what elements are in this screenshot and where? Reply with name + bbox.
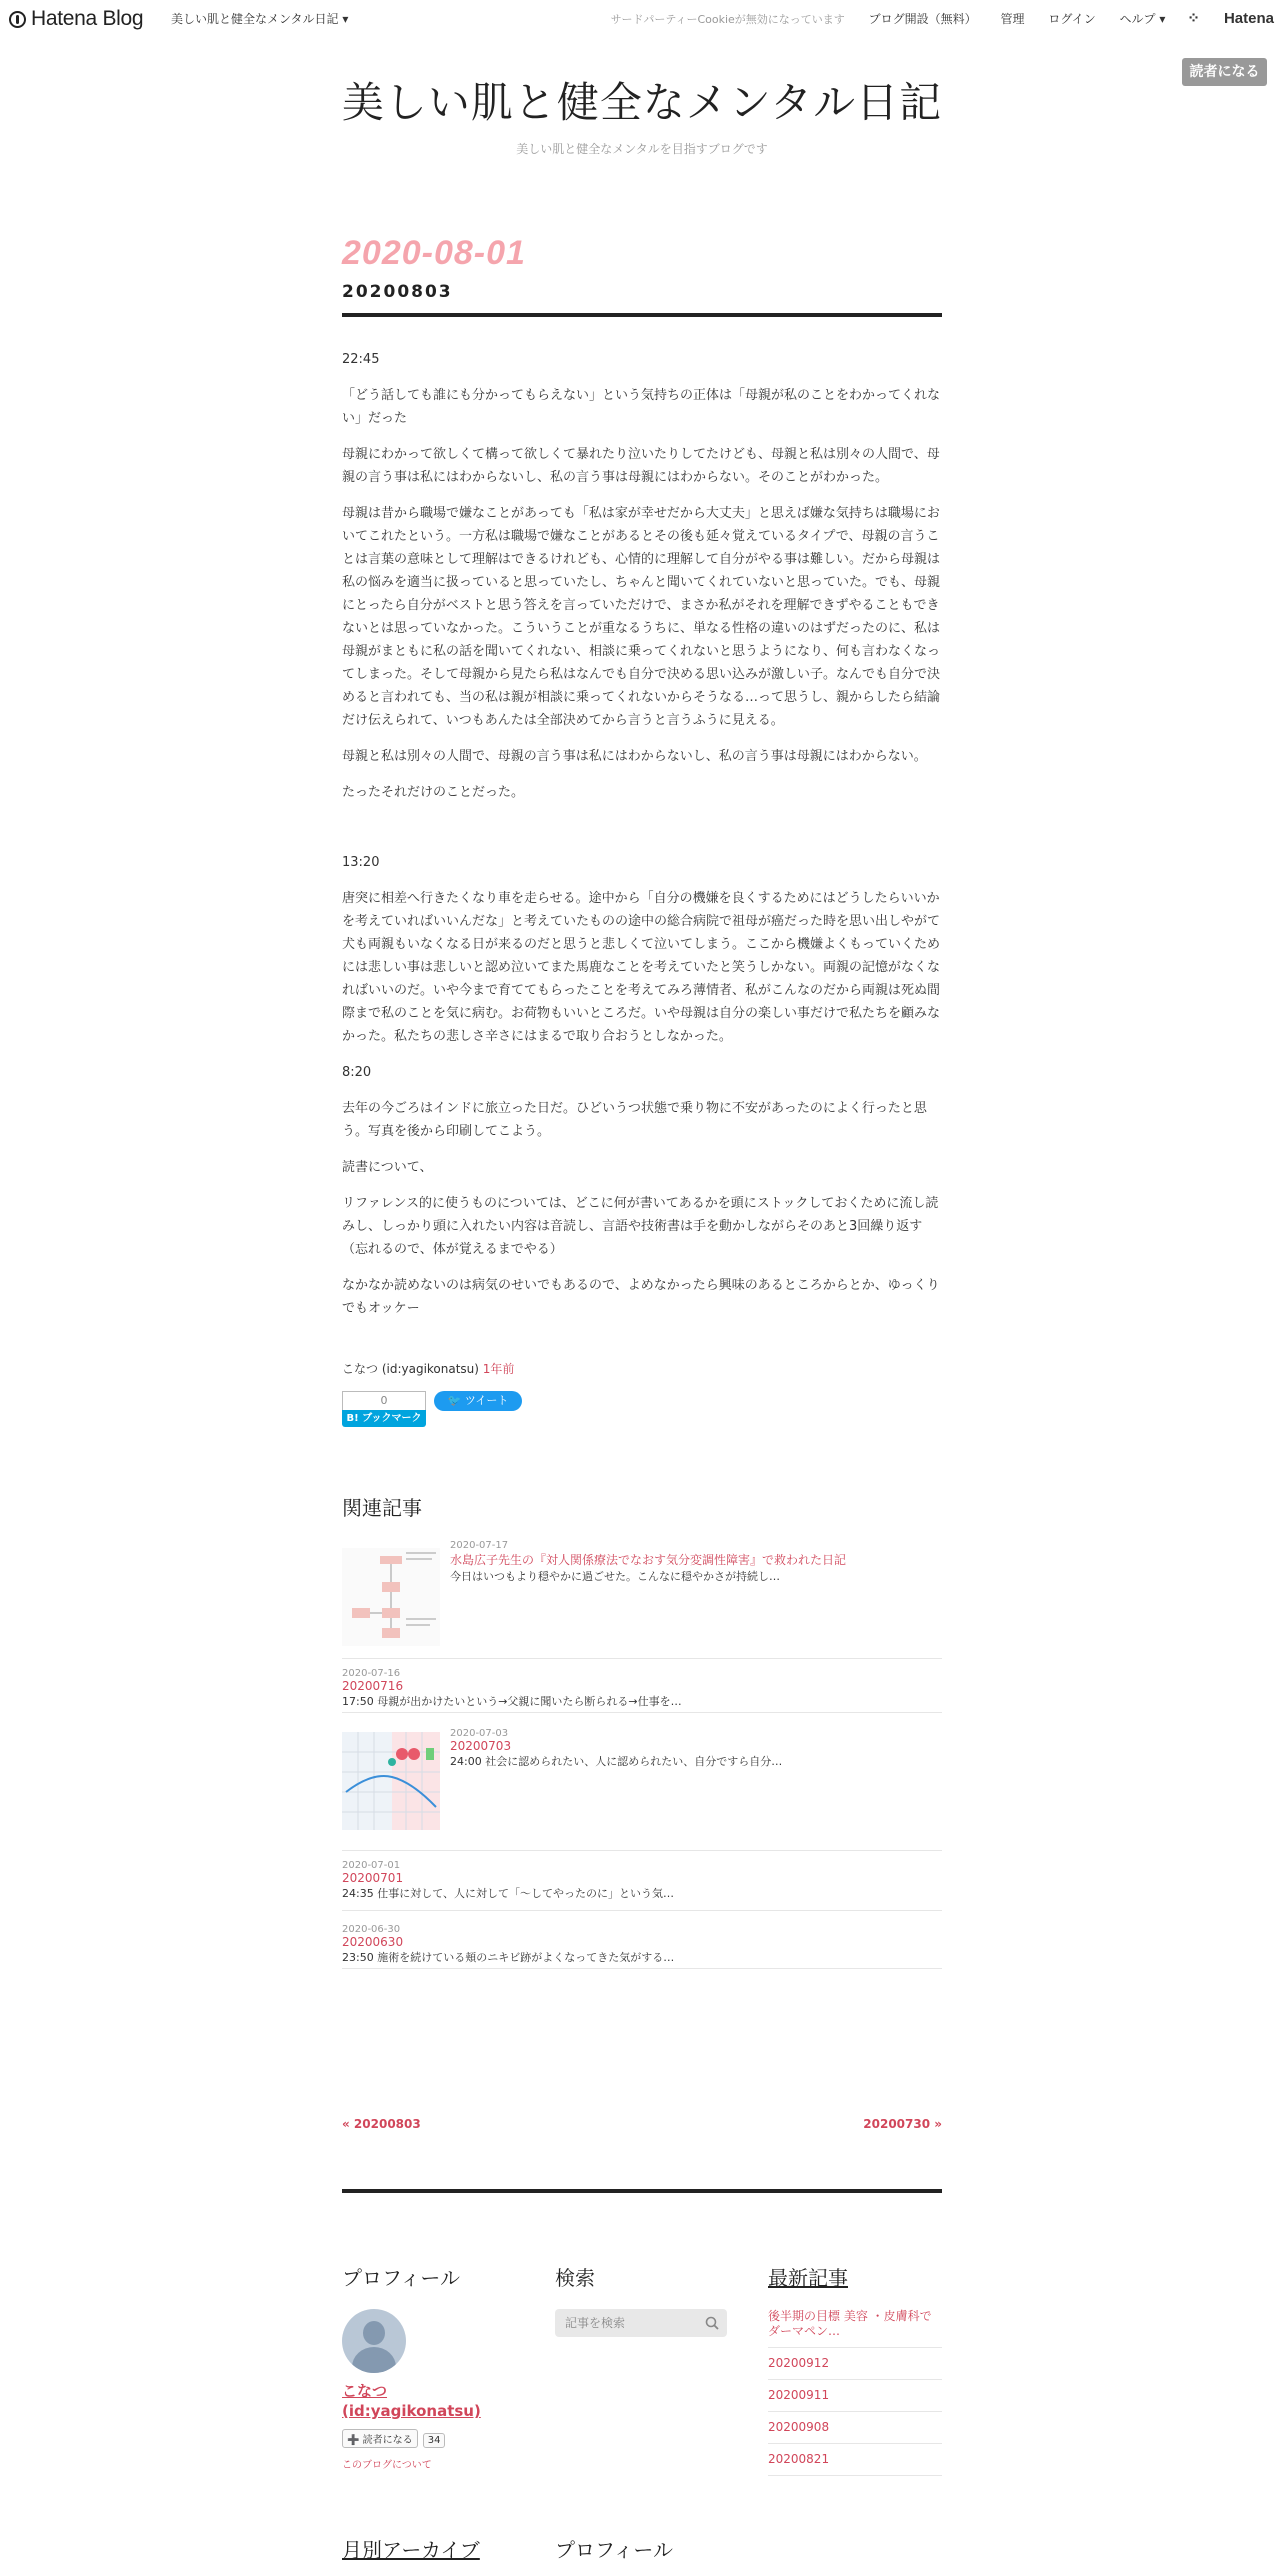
entry-paragraph: 母親は昔から職場で嫌なことがあっても「私は家が幸せだから大丈夫」と思えば嫌な気持ちは職場においてこれたという。一方私は職場で嫌なことがあるとその後も延々覚えているタイプで、母親の言うことは言葉の意味として理解はできるけれども、心情的に理解して自分がやる事は難しい。だから母親は私の悩みを適当に扱っていると思っていたし、ちゃんと聞いてくれていないと思っていた。でも、母親にとったら自分がベストと思う答えを言っていただけで、まさか私がそれを理解できずやることもできないとは思っていなかった。こういうことが重なるうちに、単なる性格の違いのはずだったのに、私は母親がまともに私の話を聞いてくれない、相談に乗ってくれないと思うようになり、何も言わなくなってしまった。そして母親から見たら私はなんでも自分で決める思い込みが激しい子。なんでも自分で決めると言われても、当の私は親が相談に乗ってくれないからそうなる…って思うし、親からしたら結論だけ伝えられて、いつもあんたは全部決めてから言うと言うふうに見える。 xyxy=(342,506,941,728)
prev-entry-link[interactable]: « 20200803 xyxy=(342,2117,421,2131)
search-heading: 検索 xyxy=(555,2266,595,2290)
recent-entry-link[interactable]: 20200911 xyxy=(768,2380,942,2412)
profile-module xyxy=(342,2262,512,2471)
related-item[interactable] xyxy=(342,1668,942,1713)
help-menu[interactable]: ヘルプ ▾ xyxy=(1119,12,1166,26)
related-thumbnail[interactable] xyxy=(342,1732,440,1830)
recent-heading[interactable]: 最新記事 xyxy=(768,2266,848,2290)
related-snippet: 24:35 仕事に対して、人に対して「〜してやったのに」という気… xyxy=(342,1887,674,1900)
related-item[interactable] xyxy=(342,1540,942,1659)
entry-paragraph: 唐突に相差へ行きたくなり車を走らせる。途中から「自分の機嫌を良くするためにはどうしたらいいかを考えていればいいんだな」と考えていたものの途中の総合病院で祖母が癌だった時を思い出しやがて犬も両親もいなくなる日が来るのだと思うと悲しくて泣いてしまう。ここから機嫌よくもっていくためには悲しい事は悲しいと認め泣いてまた馬鹿なことを考えていたと笑うしかない。両親の記憶がなくなればいいのだ。いや今まで育ててもらったことを考えてみろ薄情者、私がこんなのだから両親は死ぬ間際まで私のことを気に病む。お荷物もいいところだ。いや母親は自分の楽しい事だけで私たちを顧みなかった。私たちの悲しさ辛さにはまるで取り合おうとしなかった。 xyxy=(342,891,941,1044)
entry-paragraph: なかなか読めないのは病気のせいでもあるので、よめなかったら興味のあるところからとか、ゆっくりでもオッケー xyxy=(342,1278,940,1316)
entry-paragraph: 13:20 xyxy=(342,855,380,870)
related-heading: 関連記事 xyxy=(342,1496,422,1520)
related-title[interactable]: 20200703 xyxy=(450,1739,512,1753)
recent-entry-link[interactable]: 20200908 xyxy=(768,2412,942,2444)
entry-paragraph: 「どう話しても誰にも分かってもらえない」という気持ちの正体は「母親が私のことをわかってくれない」だった xyxy=(342,388,941,426)
recent-entry-link[interactable]: 後半期の目標 美容 ・皮膚科でダーマペン… xyxy=(768,2301,942,2348)
related-title[interactable]: 20200630 xyxy=(342,1935,404,1949)
entry-content xyxy=(342,348,942,1333)
recent-entries-module xyxy=(768,2262,942,2476)
blog-header xyxy=(0,70,1284,157)
blog-title[interactable]: 美しい肌と健全なメンタル日記 xyxy=(341,78,943,127)
tweet-button[interactable]: 🐦 ツイート xyxy=(434,1391,522,1411)
entry-date[interactable]: 2020-08-01 xyxy=(342,234,526,272)
subscribe-button[interactable]: 読者になる xyxy=(1182,58,1267,86)
bookmark-count: 0 xyxy=(342,1391,426,1410)
entry-paragraph: 8:20 xyxy=(342,1065,372,1080)
avatar[interactable] xyxy=(342,2309,406,2373)
entry-paragraph: 22:45 xyxy=(342,352,380,367)
entry-paragraph: リファレンス的に使うものについては、どこに何が書いてあるかを頭にストックしておくために流し読みし、しっかり頭に入れたい内容は音読し、言語や技術書は手を動かしながらそのあと3回繰り返す（忘れるので、体が覚えるまでやる） xyxy=(342,1196,939,1257)
author-name[interactable]: こなつ (id:yagikonatsu) xyxy=(342,1362,479,1376)
related-date: 2020-07-17 xyxy=(450,1540,509,1551)
entry-paragraph: 去年の今ごろはインドに旅立った日だ。ひどいうつ状態で乗り物に不安があったのによく行ったと思う。写真を後から印刷してこよう。 xyxy=(342,1101,927,1139)
profile-name[interactable]: こなつ (id:yagikonatsu) xyxy=(342,2382,481,2420)
cookie-notice: サードパーティーCookieが無効になっています xyxy=(610,13,845,26)
hatena-blog-logo[interactable]: Hatena Blog xyxy=(9,7,143,31)
profile-subscribe-button[interactable]: ➕ 読者になる xyxy=(342,2429,418,2448)
related-snippet: 17:50 母親が出かけたいという→父親に聞いたら断られる→仕事を… xyxy=(342,1695,682,1708)
bookmark-button[interactable]: B! ブックマーク xyxy=(342,1410,426,1427)
about-blog-link[interactable]: このブログについて xyxy=(342,2460,432,2471)
search-input[interactable]: 記事を検索 xyxy=(555,2309,727,2337)
related-snippet: 23:50 施術を続けている頬のニキビ跡がよくなってきた気がする… xyxy=(342,1951,675,1964)
entry-divider xyxy=(342,313,942,317)
related-item[interactable] xyxy=(342,1860,942,1911)
blog-selector[interactable]: 美しい肌と健全なメンタル日記 ▾ xyxy=(171,12,349,26)
hatena-blog-icon xyxy=(9,11,26,28)
entry-author xyxy=(342,1360,514,1377)
related-snippet: 24:00 社会に認められたい、人に認められたい、自分ですら自分… xyxy=(450,1755,783,1768)
next-entry-link[interactable]: 20200730 » xyxy=(863,2117,942,2131)
related-title[interactable]: 20200701 xyxy=(342,1871,404,1885)
profile-heading: プロフィール xyxy=(342,2266,460,2290)
entry-age-link[interactable]: 1年前 xyxy=(482,1362,515,1376)
entry-title[interactable]: 20200803 xyxy=(342,282,453,302)
related-date: 2020-06-30 xyxy=(342,1924,401,1935)
global-header xyxy=(0,0,1284,36)
search-module xyxy=(555,2262,735,2337)
related-title[interactable]: 水島広子先生の『対人関係療法でなおす気分変調性障害』で救われた日記 xyxy=(450,1553,847,1567)
footer-divider xyxy=(342,2189,942,2193)
related-date: 2020-07-01 xyxy=(342,1860,401,1871)
login-link[interactable]: ログイン xyxy=(1048,12,1096,26)
blog-description: 美しい肌と健全なメンタルを目指すブログです xyxy=(516,142,768,156)
recent-entry-link[interactable]: 20200821 xyxy=(768,2444,942,2476)
related-item[interactable] xyxy=(342,1924,942,1969)
profile2-heading: プロフィール xyxy=(555,2538,673,2562)
admin-link[interactable]: 管理 xyxy=(1000,12,1025,26)
open-blog-link[interactable]: ブログ開設（無料） xyxy=(868,12,977,26)
related-thumbnail[interactable] xyxy=(342,1548,440,1646)
subscriber-count: 34 xyxy=(423,2433,446,2448)
entry-paragraph: 母親と私は別々の人間で、母親の言う事は私にはわからないし、私の言う事は母親にはわからない。 xyxy=(342,749,927,764)
related-date: 2020-07-16 xyxy=(342,1668,401,1679)
related-date: 2020-07-03 xyxy=(450,1728,509,1739)
archive-heading[interactable]: 月別アーカイブ xyxy=(342,2538,480,2562)
entry-paragraph: 読書について、 xyxy=(342,1160,433,1175)
hatena-logo[interactable]: ⁘ Hatena xyxy=(1187,10,1274,27)
twitter-icon: 🐦 xyxy=(447,1394,462,1407)
related-item[interactable] xyxy=(342,1728,942,1851)
related-title[interactable]: 20200716 xyxy=(342,1679,404,1693)
entry-paragraph: 母親にわかって欲しくて構って欲しくて暴れたり泣いたりしてたけども、母親と私は別々の人間で、母親の言う事は私にはわからないし、私の言う事は母親にはわからない。そのことがわかった。 xyxy=(342,447,940,485)
recent-entry-link[interactable]: 20200912 xyxy=(768,2348,942,2380)
entry-paragraph: たったそれだけのことだった。 xyxy=(342,785,525,800)
related-snippet: 今日はいつもより穏やかに過ごせた。こんなに穏やかさが持続し… xyxy=(450,1570,780,1583)
search-icon[interactable] xyxy=(705,2316,719,2330)
hatena-bookmark-widget[interactable] xyxy=(342,1391,426,1427)
